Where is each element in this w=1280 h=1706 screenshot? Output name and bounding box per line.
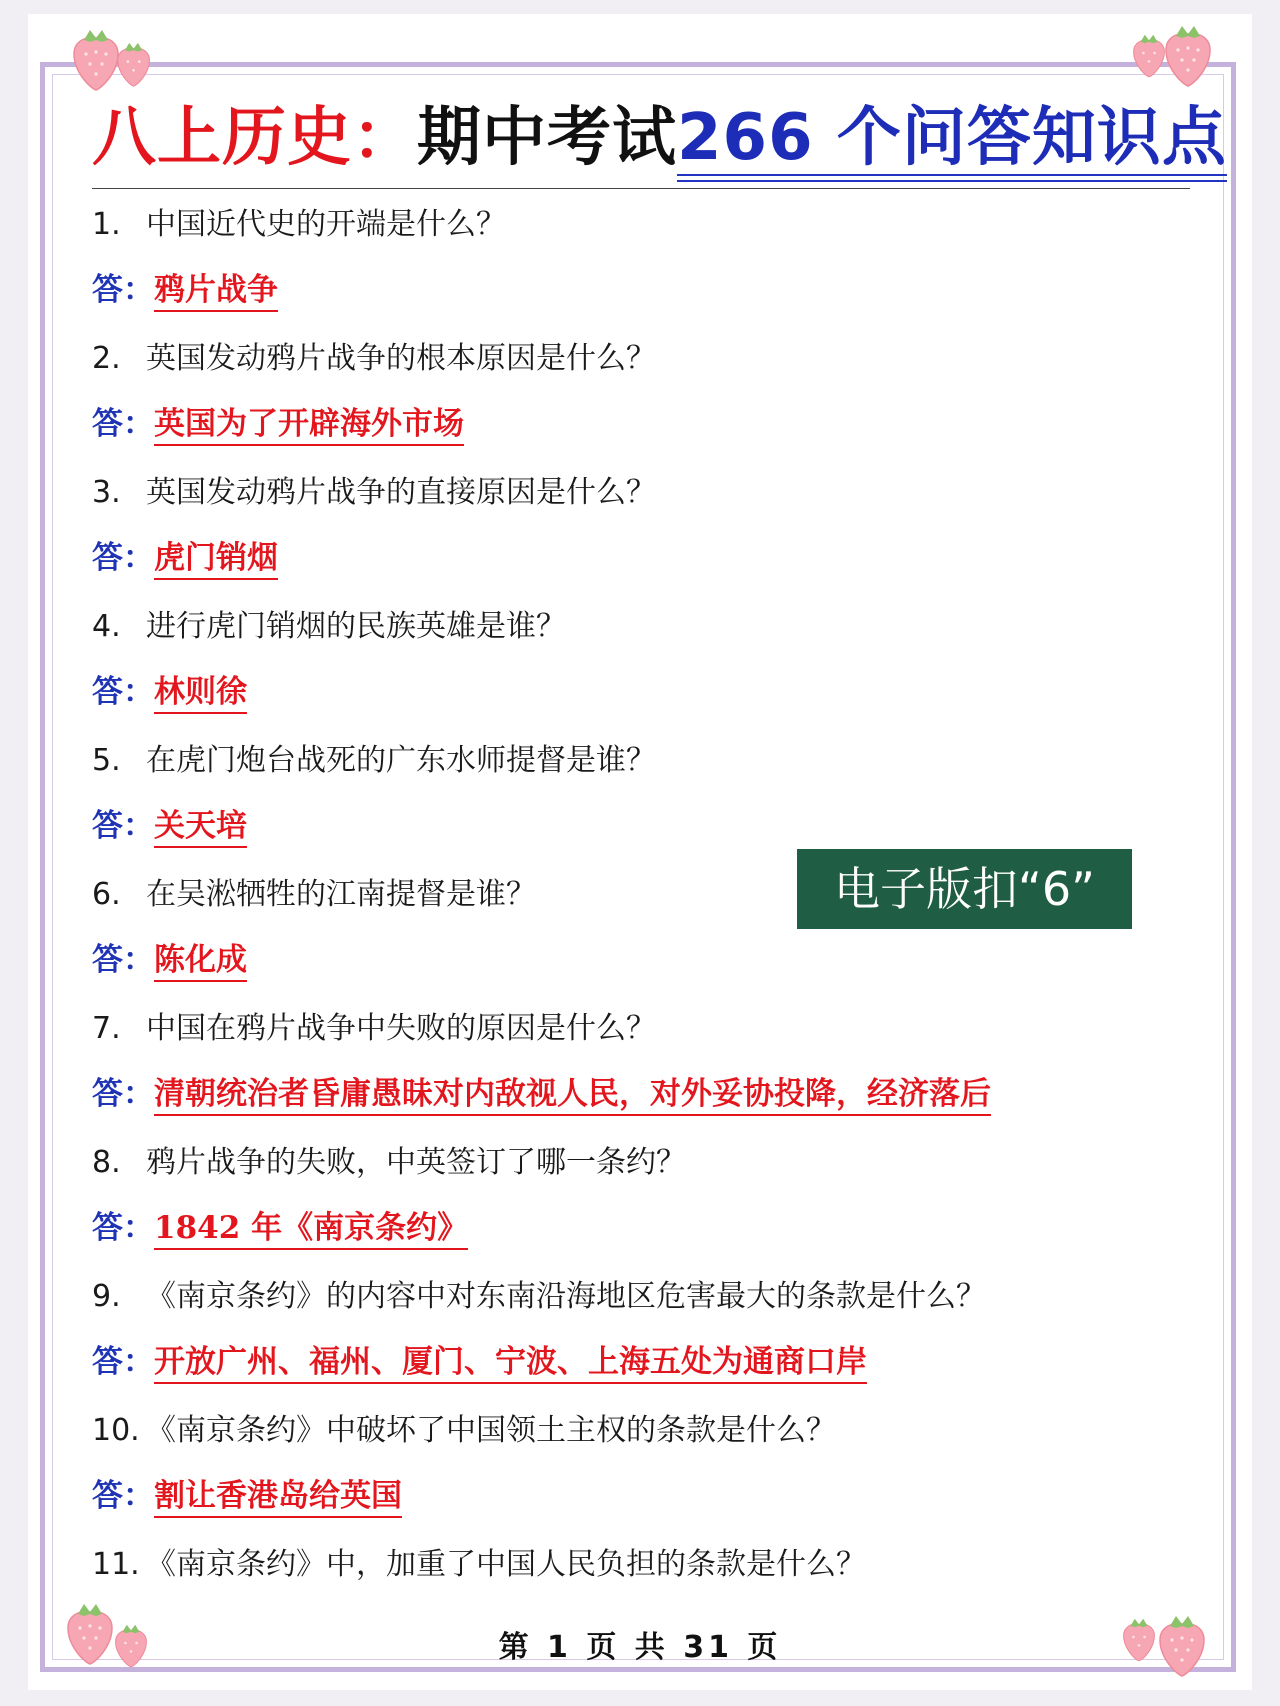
answer-6: [92, 934, 247, 986]
title-part-count: 266 个问答知识点: [677, 98, 1227, 178]
title-part-exam: 期中考试: [417, 101, 677, 175]
strawberry-icon: [1128, 22, 1218, 92]
answer-3: [92, 532, 278, 584]
question-text: 鸦片战争的失败，中英签订了哪一条约？: [146, 1145, 686, 1180]
question-11: [92, 1539, 866, 1591]
question-number: 6.: [92, 877, 121, 912]
answer-text: 陈化成: [154, 942, 247, 982]
question-number: 5.: [92, 743, 121, 778]
question-number: 4.: [92, 609, 121, 644]
answer-text: 虎门销烟: [154, 540, 278, 580]
answer-prefix: 答：: [92, 540, 154, 576]
answer-text: 1842 年《南京条约》: [154, 1210, 468, 1250]
answer-prefix: 答：: [92, 272, 154, 308]
question-number: 11.: [92, 1547, 140, 1582]
answer-prefix: 答：: [92, 674, 154, 710]
title-part-subject: 八上历史：: [92, 101, 417, 175]
question-text: 《南京条约》中，加重了中国人民负担的条款是什么？: [146, 1547, 866, 1582]
answer-7: [92, 1068, 991, 1120]
question-1: [92, 199, 506, 251]
question-text: 《南京条约》的内容中对东南沿海地区危害最大的条款是什么？: [146, 1279, 986, 1314]
question-7: [92, 1003, 656, 1055]
answer-4: [92, 666, 247, 718]
answer-prefix: 答：: [92, 1076, 154, 1112]
promo-badge: 电子版扣“6”: [797, 849, 1132, 929]
question-text: 进行虎门销烟的民族英雄是谁？: [146, 609, 566, 644]
answer-8: [92, 1202, 468, 1254]
question-text: 在虎门炮台战死的广东水师提督是谁？: [146, 743, 656, 778]
answer-prefix: 答：: [92, 406, 154, 442]
answer-2: [92, 398, 464, 450]
question-number: 10.: [92, 1413, 140, 1448]
answer-text: 英国为了开辟海外市场: [154, 406, 464, 446]
answer-text: 开放广州、福州、厦门、宁波、上海五处为通商口岸: [154, 1344, 867, 1384]
answer-prefix: 答：: [92, 808, 154, 844]
answer-text: 割让香港岛给英国: [154, 1478, 402, 1518]
question-10: [92, 1405, 836, 1457]
page-number-footer: 第 1 页 共 31 页: [498, 1630, 782, 1665]
answer-prefix: 答：: [92, 1210, 154, 1246]
question-number: 7.: [92, 1011, 121, 1046]
page-title: [92, 98, 1227, 178]
question-9: [92, 1271, 986, 1323]
answer-text: 清朝统治者昏庸愚昧对内敌视人民，对外妥协投降，经济落后: [154, 1076, 991, 1116]
strawberry-icon: [66, 26, 156, 96]
question-text: 英国发动鸦片战争的根本原因是什么？: [146, 341, 656, 376]
question-text: 中国近代史的开端是什么？: [146, 207, 506, 242]
answer-prefix: 答：: [92, 942, 154, 978]
question-number: 1.: [92, 207, 121, 242]
question-text: 中国在鸦片战争中失败的原因是什么？: [146, 1011, 656, 1046]
question-4: [92, 601, 566, 653]
question-number: 8.: [92, 1145, 121, 1180]
question-number: 2.: [92, 341, 121, 376]
answer-prefix: 答：: [92, 1478, 154, 1514]
question-number: 9.: [92, 1279, 121, 1314]
question-3: [92, 467, 656, 519]
answer-prefix: 答：: [92, 1344, 154, 1380]
question-number: 3.: [92, 475, 121, 510]
answer-1: [92, 264, 278, 316]
question-2: [92, 333, 656, 385]
answer-text: 关天培: [154, 808, 247, 848]
question-6: [92, 869, 536, 921]
answer-5: [92, 800, 247, 852]
answer-10: [92, 1470, 402, 1522]
answer-text: 林则徐: [154, 674, 247, 714]
answer-text: 鸦片战争: [154, 272, 278, 312]
question-text: 英国发动鸦片战争的直接原因是什么？: [146, 475, 656, 510]
question-text: 《南京条约》中破坏了中国领土主权的条款是什么？: [146, 1413, 836, 1448]
question-8: [92, 1137, 686, 1189]
answer-9: [92, 1336, 867, 1388]
question-5: [92, 735, 656, 787]
title-divider: [92, 188, 1190, 189]
question-text: 在吴淞牺牲的江南提督是谁？: [146, 877, 536, 912]
